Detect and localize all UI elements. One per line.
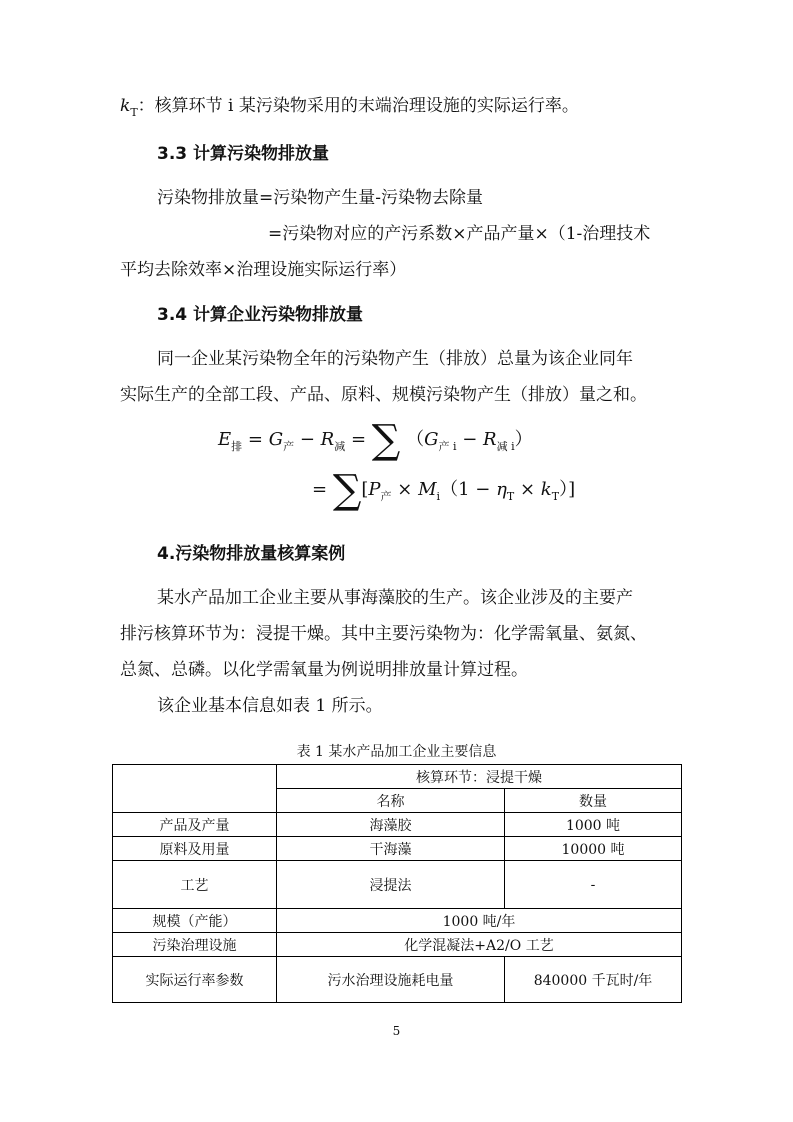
eq-Gi-sub: 产 i [438,440,457,453]
eq2-lbracket: [ [361,479,369,500]
eq-G-sub: 产 [283,440,295,453]
eq2-equals: = [312,479,328,500]
eq-equals: = [247,429,263,450]
formula-text-line1: 污染物排放量=污染物产生量-污染物去除量 [157,188,483,208]
eq-minus-2: − [462,429,478,450]
col-qty-header: 数量 [505,789,682,813]
eq-R-sub: 减 [334,440,346,453]
eq-Ri: R [483,429,497,450]
heading-4: 4.污染物排放量核算案例 [157,544,346,564]
table-corner-cell [113,765,277,813]
para-3-4-line2: 实际生产的全部工段、产品、原料、规模污染物产生（排放）量之和。 [120,385,647,405]
case-line3: 总氮、总磷。以化学需氧量为例说明排放量计算过程。 [120,660,528,680]
eq-equals-2: = [350,429,367,450]
eq2-P-sub: 产 [380,490,392,503]
scale-value: 1000 吨/年 [277,909,682,933]
eq-minus: − [299,429,315,450]
eq-lparen: （ [406,429,425,450]
formula-text-line3: 平均去除效率×治理设施实际运行率） [120,260,407,280]
kt-symbol: k [120,96,131,116]
facility-value: 化学混凝法+A2/O 工艺 [277,933,682,957]
eq2-rparen: ） [559,479,569,500]
eq2-times-2: × [519,479,536,500]
op-label: 实际运行率参数 [113,957,277,1003]
row-name: 干海藻 [277,837,505,861]
row-label: 工艺 [113,861,277,909]
table-row [113,765,682,789]
kt-definition [120,88,680,131]
row-label: 产品及产量 [113,813,277,837]
eq2-P: P [368,479,381,500]
op-qty: 840000 千瓦时/年 [505,957,682,1003]
case-line1: 某水产品加工企业主要从事海藻胶的生产。该企业涉及的主要产 [157,588,633,608]
eq2-k-sub: T [551,490,560,503]
eq2-minus: − [475,479,491,500]
table-intro: 该企业基本信息如表 1 所示。 [157,696,383,716]
eq-R: R [320,429,335,450]
formula-text-line2: =污染物对应的产污系数×产品产量×（1-治理技术 [268,224,651,244]
kt-subscript: T [130,106,138,119]
row-name: 海藻胶 [277,813,505,837]
eq2-k: k [540,479,552,500]
sum-symbol: ∑ [371,417,401,463]
table-caption: 表 1 某水产品加工企业主要信息 [296,744,497,760]
eq-rparen: ） [514,429,533,450]
para-3-4-line1: 同一企业某污染物全年的污染物产生（排放）总量为该企业同年 [157,349,633,369]
row-qty: - [505,861,682,909]
table-row [113,861,682,909]
equation-line2 [312,467,576,513]
facility-label: 污染治理设施 [113,933,277,957]
sum-symbol-2: ∑ [332,467,362,513]
table-row [113,957,682,1003]
table-row [113,837,682,861]
op-name: 污水治理设施耗电量 [277,957,505,1003]
heading-3-4: 3.4 计算企业污染物排放量 [157,305,364,325]
eq-G: G [268,429,284,450]
equation-line1 [218,417,533,463]
eq2-eta-sub: T [506,490,515,503]
eq2-one: 1 [458,479,470,500]
kt-definition-text: ：核算环节 i 某污染物采用的末端治理设施的实际运行率。 [137,96,579,116]
info-table [112,764,682,1003]
row-qty: 1000 吨 [505,813,682,837]
row-name: 浸提法 [277,861,505,909]
case-line2: 排污核算环节为：浸提干燥。其中主要污染物为：化学需氧量、氨氮、 [120,624,647,644]
page-number: 5 [392,1024,401,1038]
scale-label: 规模（产能） [113,909,277,933]
row-qty: 10000 吨 [505,837,682,861]
heading-3-3: 3.3 计算污染物排放量 [157,144,330,164]
eq-E-sub: 排 [231,440,243,453]
row-label: 原料及用量 [113,837,277,861]
table-row [113,909,682,933]
eq2-rbracket: ] [568,479,576,500]
eq-Gi: G [424,429,439,450]
eq2-eta: η [496,479,507,500]
table-row [113,813,682,837]
eq2-lparen: （ [440,479,459,500]
table-row [113,933,682,957]
header-stage: 核算环节：浸提干燥 [277,765,682,789]
eq2-M-sub: i [436,490,441,503]
eq2-M: M [418,479,437,500]
eq-E: E [218,429,232,450]
eq2-times: × [397,479,413,500]
col-name-header: 名称 [277,789,505,813]
eq-Ri-sub: 减 i [496,440,515,453]
